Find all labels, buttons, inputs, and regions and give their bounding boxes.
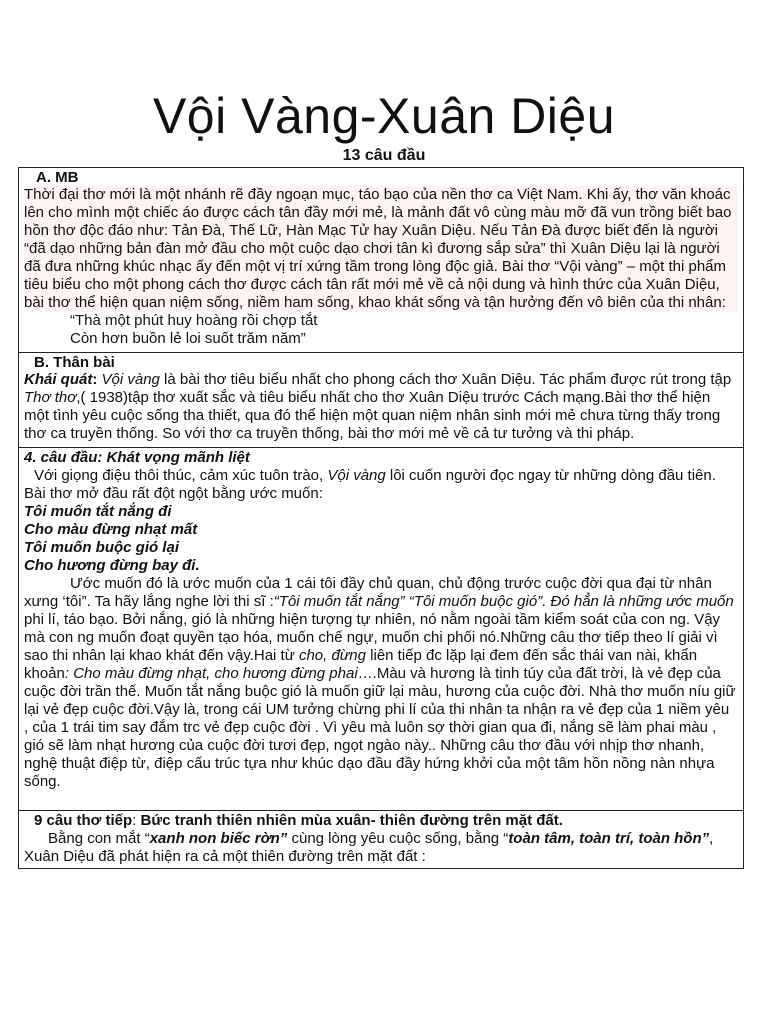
verse-line: Cho màu đừng nhạt mất <box>24 521 198 538</box>
section-4-intro-a: Với giọng điệu thôi thúc, cảm xúc tuôn trào, <box>34 467 328 484</box>
section-9-body <box>24 830 737 866</box>
work-title: Vội vàng <box>101 371 160 388</box>
section-4-row <box>19 448 744 811</box>
section-9-text-1: Bằng con mắt “ <box>48 830 150 847</box>
section-9-row <box>19 811 744 869</box>
section-b-text-1: là bài thơ tiêu biểu nhất cho phong cách thơ Xuân Diệu. Tác phẩm được rút trong tập <box>159 371 732 388</box>
section-a-cell <box>19 168 744 353</box>
section-b-row <box>19 353 744 448</box>
section-a-body: Thời đại thơ mới là một nhánh rẽ đầy ngoạn mục, táo bạo của nền thơ ca Việt Nam. Khi ấy, thơ văn khoác lên cho mình một chiếc áo được cách tân đầy mới mẻ, là mảnh đất vô cùng màu mỡ đã vun trồng biết bao hồn thơ độc đáo như: Tản Đà, Thế Lữ, Hàn Mạc Tử hay Xuân Diệu. Nếu Tản Đà được biết đến là người “đã dạo những bản đàn mở đầu cho một cuộc dạo chơi tân kì đương sắp sửa” thì Xuân Diệu lại là người đã đưa những khúc nhạc ấy đến một vị trí xứng tầm trong lòng độc giả. Bài thơ “Vội vàng” – một thi phẩm tiêu biểu cho một phong cách thơ được cách tân rất mới mẻ về cả nội dung và hình thức của Xuân Diệu, bài thơ thể hiện quan niệm sống, niềm ham sống, khao khát sống và tận hưởng đến vô biên của thi nhân: <box>24 186 737 312</box>
section-9-heading-colon: : <box>132 812 141 829</box>
section-b-text-2: ,( 1938)tập thơ xuất sắc và tiêu biểu nhất cho thơ Xuân Diệu trước Cách mạng.Bài thơ thể hiện một tình yêu cuộc sống tha thiết, qua đó thể hiện một quan niệm nhân sinh mới mẻ chưa từng thấy trong thơ ca truyền thống. So với thơ ca truyền thống, bài thơ mới mẻ về cả tư tưởng và thi pháp. <box>24 389 721 442</box>
essay-table <box>18 167 744 869</box>
document-title: Vội Vàng-Xuân Diệu <box>152 88 616 144</box>
section-b-heading: B. Thân bài <box>34 354 115 371</box>
section-a-heading: A. MB <box>36 169 79 186</box>
section-9-quote-2: toàn tâm, toàn trí, toàn hồn” <box>508 830 710 847</box>
section-a-row <box>19 168 744 353</box>
section-a-quote-line-2: Còn hơn buồn lẻ loi suốt trăm năm” <box>70 330 306 347</box>
analysis-italic-1: “Tôi muốn tắt nắng” “Tôi muốn buộc gió”. Đó hẳn là những ước muốn <box>273 593 734 610</box>
document-subtitle: 13 câu đầu <box>342 147 426 164</box>
section-4-intro-title: Vội vàng <box>327 467 386 484</box>
analysis-italic-3: : Cho màu đừng nhạt, cho hương đừng phai <box>64 665 358 682</box>
analysis-part-2: phi lí, táo bạo. Bởi nắng, gió là những hiện tượng tự nhiên, nó nằm ngoài tầm kiểm soát của con ng. Vậy mà con ng muốn đoạt quyền tạo hóa, muốn chế ngự, muốn chi phối nó.Những câu thơ tiếp theo lí giải vì sao thi nhân lại khao khát đến vậy.Hai từ <box>24 611 721 664</box>
section-9-quote-1: xanh non biếc rờn” <box>149 830 288 847</box>
section-4-analysis <box>24 575 737 791</box>
analysis-italic-2: cho, đừng <box>298 647 366 664</box>
analysis-part-1: Ước muốn đó là ước muốn của 1 cái tôi đầy chủ quan, chủ động trước cuộc đời qua đại từ nhân xưng ‘tôi”. Ta hãy lắng nghe lời thi sĩ : <box>24 575 712 610</box>
section-b-cell <box>19 353 744 448</box>
section-4-intro-b: lôi cuốn người đọc ngay từ những dòng đầu tiên. Bài thơ mở đầu rất đột ngột bằng ước muốn: <box>24 467 716 502</box>
verse-line: Cho hương đừng bay đi. <box>24 557 200 574</box>
collection-title: Thơ thơ <box>24 389 77 406</box>
section-a-quote-line-1: “Thà một phút huy hoàng rồi chợp tắt <box>70 312 318 329</box>
blank-line <box>24 791 737 806</box>
verse-line: Tôi muốn tắt nắng đi <box>24 503 172 520</box>
analysis-part-4: ….Màu và hương là tinh túy của đất trời, là vẻ đẹp của cuộc đời trần thế. Muốn tắt nắng buộc gió là muốn giữ lại màu, hương của cuộc đời. Nhà thơ muốn níu giữ lại vẻ đẹp cuộc đời.Vậy là, trong cái UM tưởng chừng phi lí của thi nhân ta nhận ra vẻ đẹp của 1 niềm yêu , của 1 trái tim say đắm trc vẻ đẹp cuộc đời . Vì yêu mà luôn sợ thời gian qua đi, nắng sẽ làm phai màu , gió sẽ làm nhạt hương của cuộc đời tươi đẹp, ngọt ngào này.. Những câu thơ đầu với nhịp thơ nhanh, nghệ thuật điệp từ, điệp cấu trúc tựa như khúc dạo đầu đầy hứng khởi của một tâm hồn nồng nàn nhựa sống. <box>24 665 736 790</box>
section-4-intro <box>24 467 737 503</box>
section-4-cell <box>19 448 744 811</box>
section-9-heading-a: 9 câu thơ tiếp <box>34 812 133 829</box>
section-9-heading <box>24 812 737 830</box>
section-9-text-2: cùng lòng yêu cuộc sống, bằng “ <box>287 830 509 847</box>
analysis-part-3: liên tiếp đc lặp lại đem đến sắc thái van nài, khẩn khoản <box>24 647 698 682</box>
section-9-text-3: , Xuân Diệu đã phát hiện ra cả một thiên đường trên mặt đất : <box>24 830 714 865</box>
section-9-heading-b: Bức tranh thiên nhiên mùa xuân- thiên đường trên mặt đất. <box>140 812 563 829</box>
section-4-heading: 4. câu đầu: Khát vọng mãnh liệt <box>24 449 250 466</box>
section-9-cell <box>19 811 744 869</box>
verse-line: Tôi muốn buộc gió lại <box>24 539 179 556</box>
section-b-body <box>24 371 737 443</box>
overview-label: Khái quát <box>24 371 93 388</box>
overview-colon: : <box>92 371 102 388</box>
